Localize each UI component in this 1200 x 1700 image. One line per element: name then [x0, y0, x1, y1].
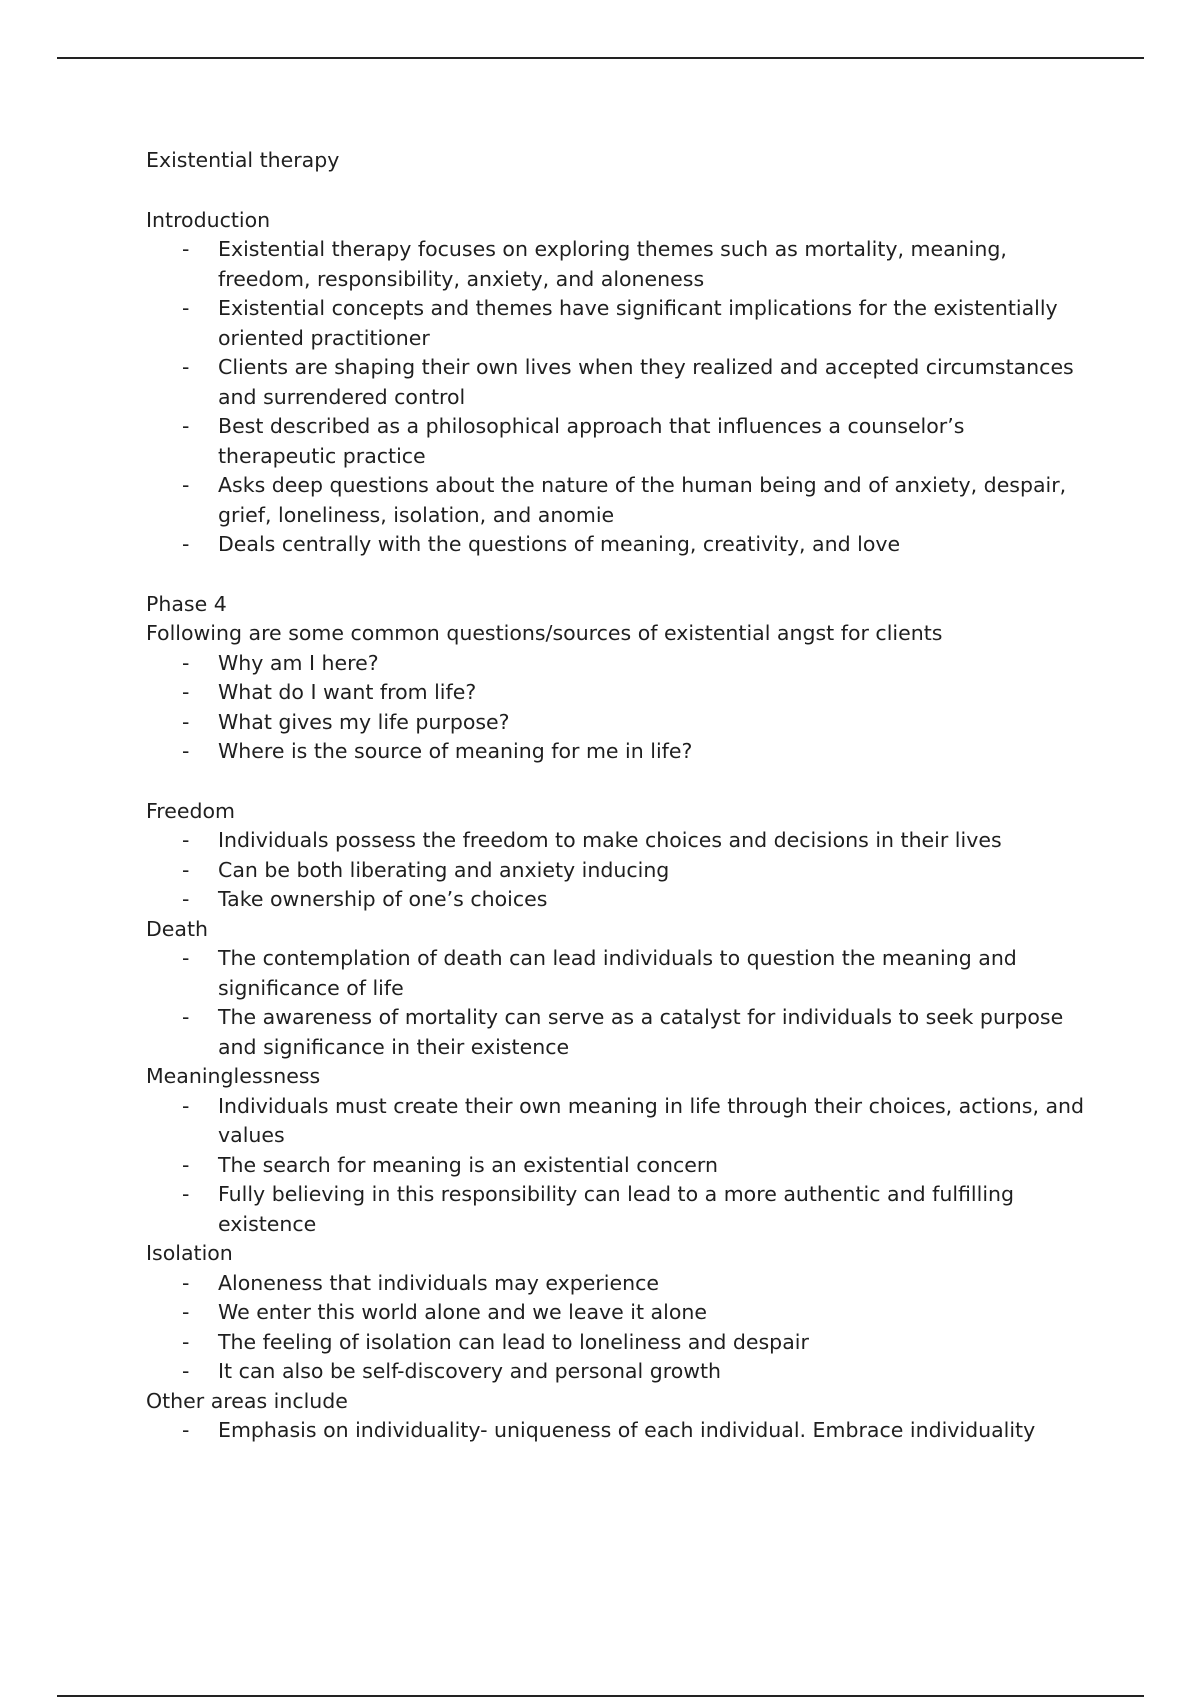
list-item-text: Why am I here? — [218, 650, 379, 675]
document-title: Existential therapy — [146, 148, 340, 172]
list-item — [146, 1328, 1086, 1358]
section-other-areas — [146, 1387, 1086, 1446]
section-heading: Introduction — [146, 207, 271, 232]
bullet-marker: - — [182, 1005, 190, 1029]
list-item — [146, 1269, 1086, 1299]
bullet-marker: - — [182, 709, 190, 734]
bullet-marker: - — [182, 946, 190, 970]
list-item — [146, 1298, 1086, 1328]
bullet-marker: - — [182, 237, 190, 261]
bullet-list — [146, 1416, 1086, 1446]
bullet-list — [146, 649, 1086, 767]
list-item-text: Fully believing in this responsibility can lead to a more authentic and fulfilling existence — [218, 1182, 1015, 1236]
list-item — [146, 856, 1086, 886]
bullet-marker: - — [182, 355, 190, 379]
bullet-list — [146, 944, 1086, 1062]
list-item-text: Best described as a philosophical approach that influences a counselor’s therapeutic practice — [218, 414, 965, 468]
bullet-marker: - — [182, 828, 190, 852]
section-phase-4 — [146, 590, 1086, 767]
list-item-text: Aloneness that individuals may experience — [218, 1270, 659, 1295]
list-item-text: The contemplation of death can lead individuals to question the meaning and significance of life — [218, 946, 1017, 1000]
list-item — [146, 885, 1086, 915]
section-heading: Freedom — [146, 798, 236, 823]
list-item — [146, 1092, 1086, 1151]
list-item — [146, 294, 1086, 353]
bullet-marker: - — [182, 414, 190, 438]
list-item-text: Individuals must create their own meaning in life through their choices, actions, and values — [218, 1093, 1085, 1147]
bullet-marker: - — [182, 857, 190, 882]
list-item — [146, 471, 1086, 530]
list-item-text: The awareness of mortality can serve as a catalyst for individuals to seek purpose and significance in their existence — [218, 1005, 1064, 1059]
document-body — [146, 146, 1086, 1446]
bullet-list — [146, 826, 1086, 915]
list-item-text: What do I want from life? — [218, 680, 477, 704]
list-item-text: The search for meaning is an existential concern — [218, 1152, 718, 1177]
list-item — [146, 1416, 1086, 1446]
bullet-marker: - — [182, 1182, 190, 1206]
section-heading: Death — [146, 916, 208, 941]
list-item-text: Deals centrally with the questions of meaning, creativity, and love — [218, 532, 901, 556]
section-meaninglessness — [146, 1062, 1086, 1239]
bullet-marker: - — [182, 1270, 190, 1295]
list-item — [146, 1180, 1086, 1239]
list-item-text: Can be both liberating and anxiety inducing — [218, 857, 670, 882]
list-item — [146, 1151, 1086, 1181]
section-heading: Other areas include — [146, 1388, 348, 1413]
section-death — [146, 915, 1086, 1063]
bullet-marker: - — [182, 532, 190, 556]
bullet-marker: - — [182, 473, 190, 497]
bullet-marker: - — [182, 1418, 190, 1442]
page-top-rule — [57, 57, 1144, 59]
bullet-marker: - — [182, 739, 190, 763]
section-isolation — [146, 1239, 1086, 1387]
list-item-text: Clients are shaping their own lives when they realized and accepted circumstances and surrendered control — [218, 355, 1074, 409]
list-item — [146, 235, 1086, 294]
list-item — [146, 530, 1086, 560]
list-item — [146, 737, 1086, 767]
list-item-text: Existential concepts and themes have significant implications for the existentially oriented practitioner — [218, 296, 1058, 350]
list-item-text: Existential therapy focuses on exploring themes such as mortality, meaning, freedom, responsibility, anxiety, and aloneness — [218, 237, 1007, 291]
bullet-list — [146, 1269, 1086, 1387]
section-heading: Meaninglessness — [146, 1064, 321, 1088]
section-introduction — [146, 206, 1086, 560]
list-item — [146, 1003, 1086, 1062]
list-item — [146, 826, 1086, 856]
bullet-marker: - — [182, 887, 190, 911]
bullet-marker: - — [182, 1300, 190, 1324]
list-item-text: Asks deep questions about the nature of the human being and of anxiety, despair, grief, loneliness, isolation, and anomie — [218, 473, 1067, 527]
section-heading: Isolation — [146, 1241, 233, 1265]
section-subheading: Following are some common questions/sources of existential angst for clients — [146, 621, 943, 645]
page-bottom-rule — [57, 1695, 1144, 1697]
bullet-marker: - — [182, 680, 190, 704]
list-item-text: Where is the source of meaning for me in life? — [218, 739, 693, 763]
list-item-text: The feeling of isolation can lead to loneliness and despair — [218, 1329, 809, 1354]
list-item — [146, 1357, 1086, 1387]
bullet-marker: - — [182, 1093, 190, 1118]
section-freedom — [146, 797, 1086, 915]
list-item — [146, 412, 1086, 471]
bullet-marker: - — [182, 1359, 190, 1383]
list-item-text: Take ownership of one’s choices — [218, 887, 548, 911]
bullet-marker: - — [182, 296, 190, 320]
list-item — [146, 708, 1086, 738]
bullet-marker: - — [182, 1152, 190, 1177]
bullet-marker: - — [182, 650, 190, 675]
list-item-text: We enter this world alone and we leave it alone — [218, 1300, 707, 1324]
list-item-text: It can also be self-discovery and personal growth — [218, 1359, 722, 1383]
list-item — [146, 649, 1086, 679]
section-heading: Phase 4 — [146, 591, 227, 616]
bullet-list — [146, 235, 1086, 560]
list-item-text: What gives my life purpose? — [218, 709, 510, 734]
list-item — [146, 353, 1086, 412]
bullet-marker: - — [182, 1329, 190, 1354]
list-item-text: Emphasis on individuality- uniqueness of each individual. Embrace individuality — [218, 1418, 1036, 1442]
list-item-text: Individuals possess the freedom to make choices and decisions in their lives — [218, 828, 1002, 852]
bullet-list — [146, 1092, 1086, 1240]
list-item — [146, 678, 1086, 708]
list-item — [146, 944, 1086, 1003]
